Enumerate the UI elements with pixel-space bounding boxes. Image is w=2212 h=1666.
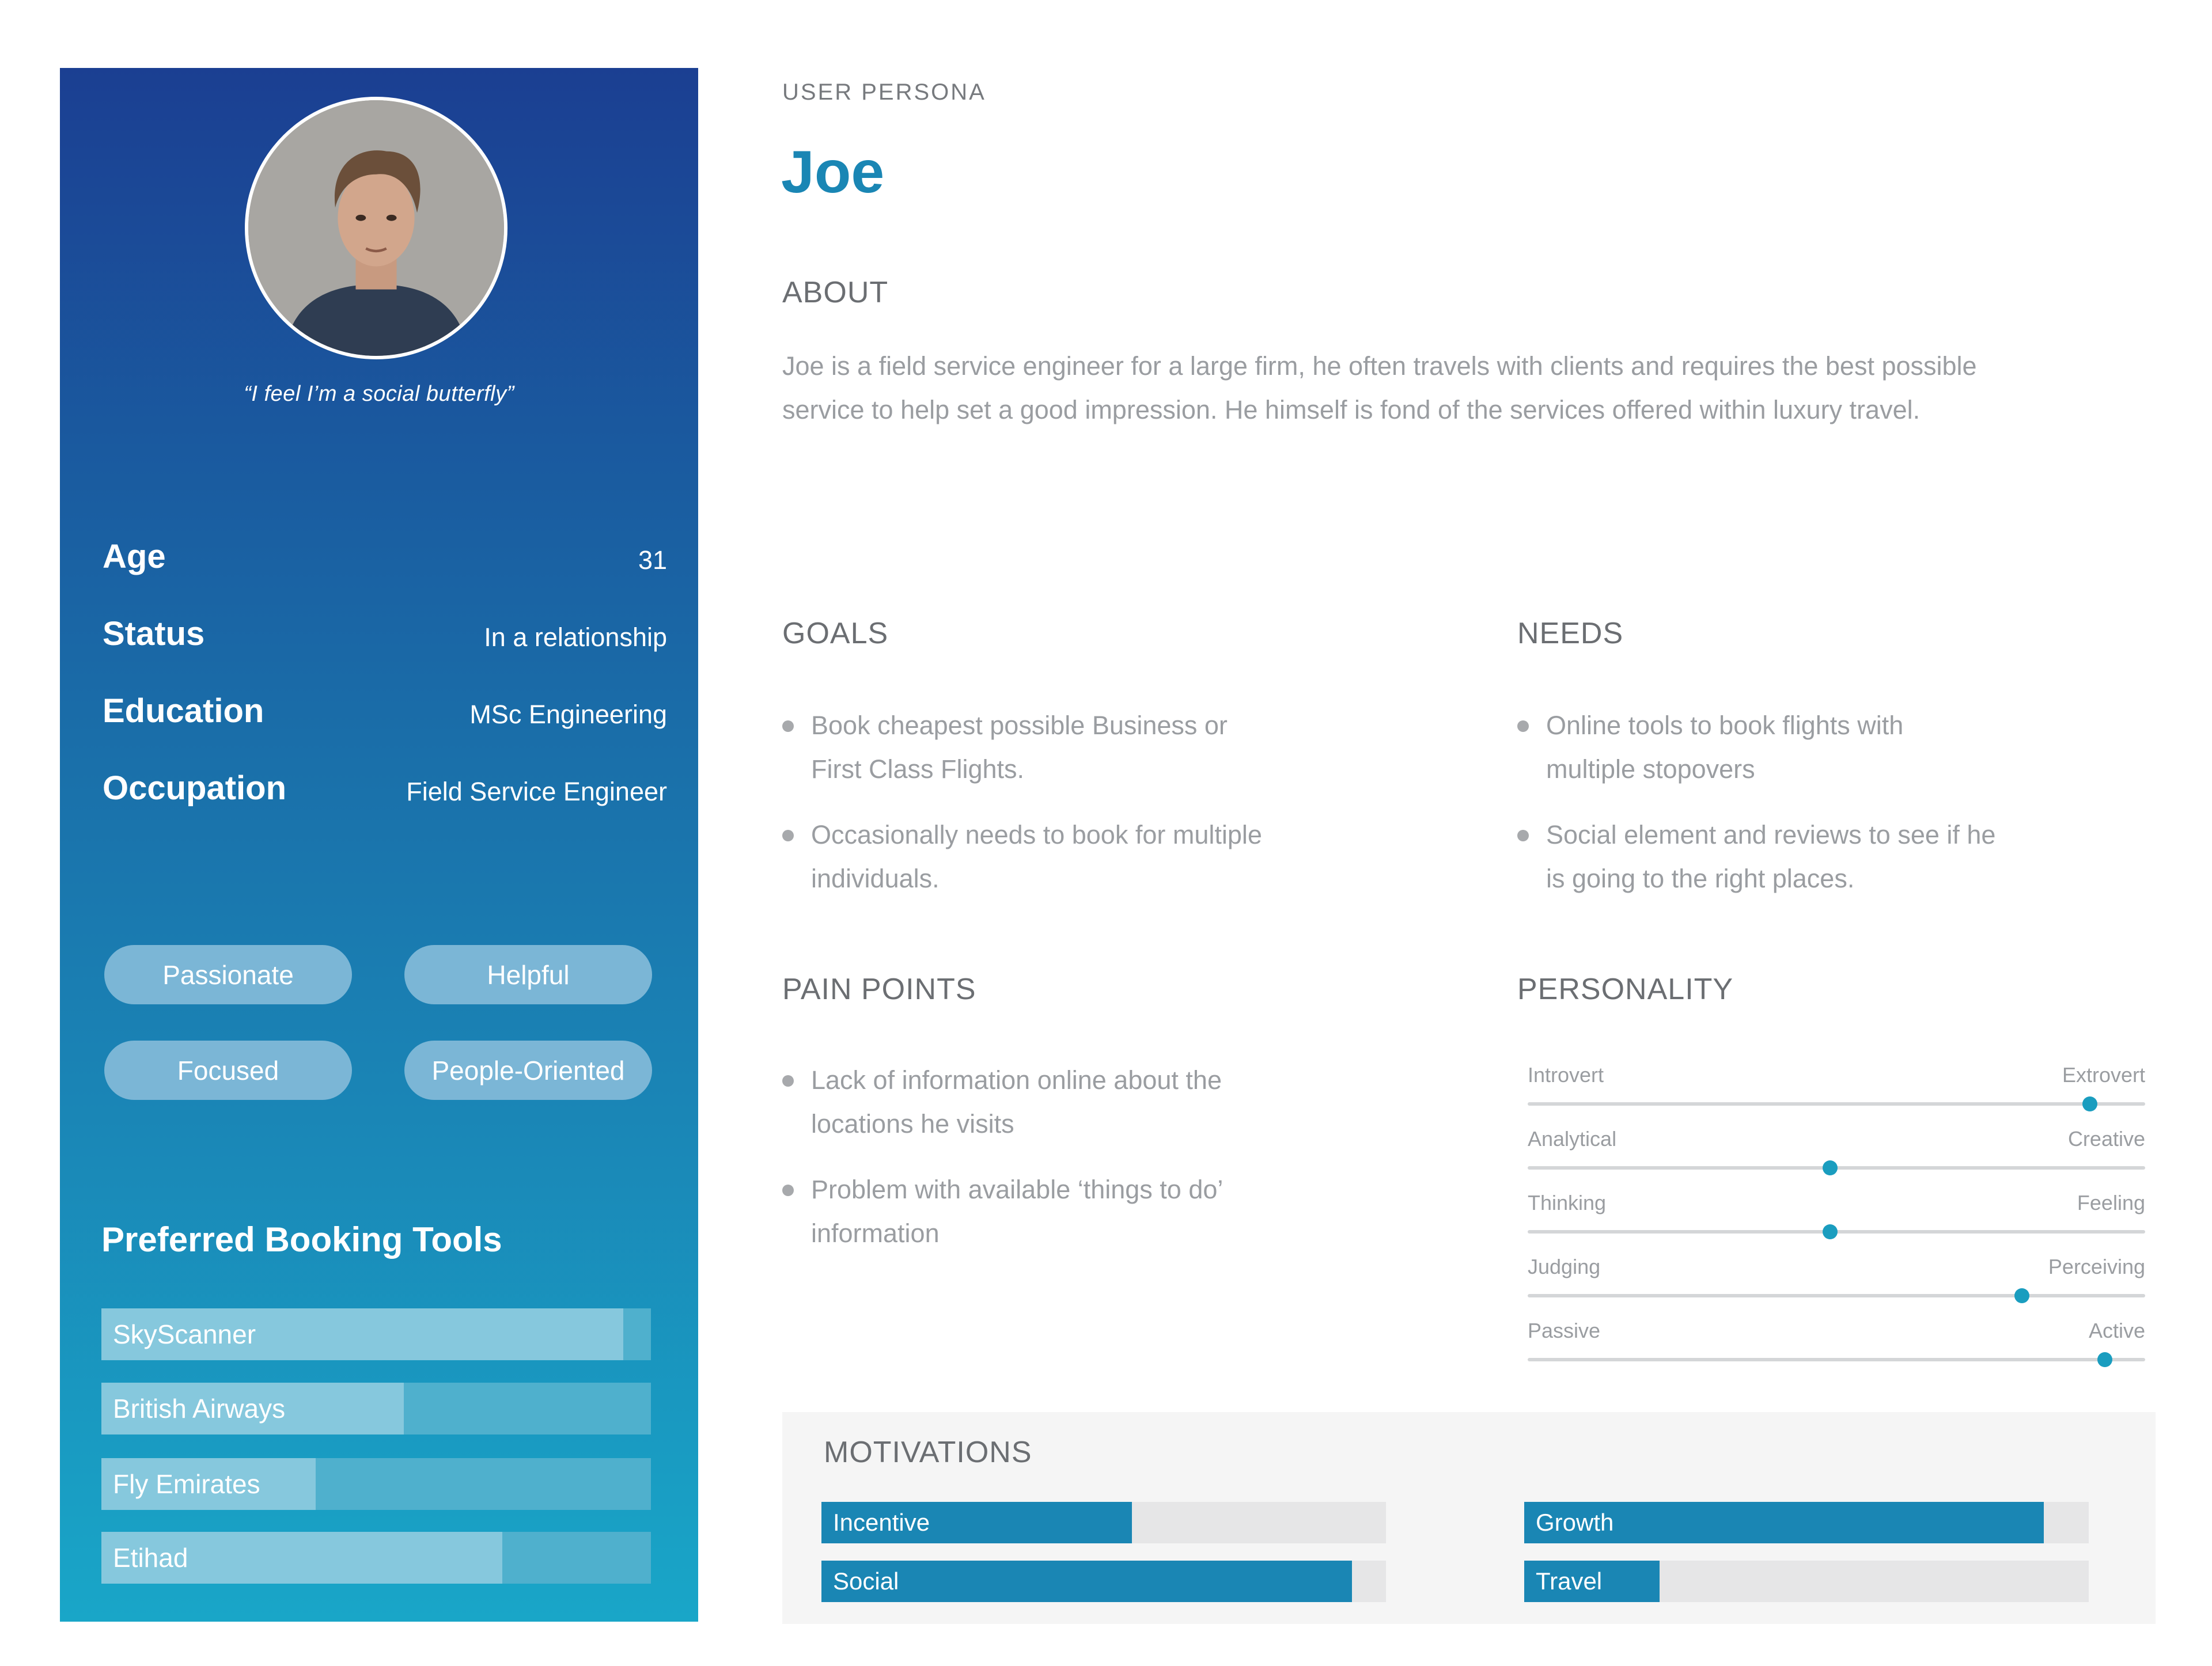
personality-scale	[1528, 1127, 2145, 1179]
about-title: ABOUT	[782, 276, 889, 309]
list-item-line: multiple stopovers	[1546, 754, 1755, 784]
list-item-line: Online tools to book flights with	[1546, 711, 1904, 740]
scale-right-label: Feeling	[2077, 1191, 2145, 1215]
bullet-icon	[1517, 720, 1529, 732]
page-eyebrow: USER PERSONA	[782, 79, 986, 105]
list-item	[782, 704, 1358, 791]
list-item-line: Lack of information online about the	[811, 1065, 1222, 1095]
scale-track	[1528, 1358, 2145, 1361]
bullet-icon	[1517, 830, 1529, 841]
bullet-icon	[782, 720, 794, 732]
list-item-line: locations he visits	[811, 1109, 1014, 1139]
bullet-icon	[782, 830, 794, 841]
info-value: MSc Engineering	[469, 700, 667, 729]
scale-right-label: Perceiving	[2048, 1255, 2145, 1278]
scale-knob	[2082, 1096, 2097, 1111]
goals-title: GOALS	[782, 617, 889, 650]
scale-knob	[2097, 1352, 2112, 1367]
scale-knob	[1823, 1160, 1838, 1175]
list-item-line: is going to the right places.	[1546, 864, 1855, 893]
list-item-line: individuals.	[811, 864, 940, 893]
info-row-age	[103, 537, 667, 583]
scale-right-label: Active	[2088, 1319, 2145, 1342]
personality-scale	[1528, 1063, 2145, 1115]
info-row-education	[103, 692, 667, 738]
about-line: service to help set a good impression. He himself is fond of the services offered within luxury travel.	[782, 395, 1921, 424]
motivation-fill	[821, 1561, 1352, 1602]
motivation-bar	[1524, 1561, 2089, 1602]
personality-scale	[1528, 1255, 2145, 1307]
booking-tool-label: British Airways	[113, 1394, 286, 1424]
scale-left-label: Judging	[1528, 1255, 1601, 1278]
motivation-bar	[821, 1502, 1386, 1543]
info-label: Status	[103, 615, 205, 652]
info-label: Occupation	[103, 769, 287, 807]
personality-scale	[1528, 1191, 2145, 1243]
list-item	[782, 1168, 1358, 1255]
about-text	[782, 344, 2107, 432]
avatar	[245, 97, 507, 359]
booking-tool-bar	[101, 1383, 651, 1434]
list-item-line: Problem with available ‘things to do’	[811, 1175, 1224, 1204]
about-line: Joe is a field service engineer for a large firm, he often travels with clients and requires the best possible	[782, 351, 1977, 381]
scale-left-label: Analytical	[1528, 1127, 1617, 1151]
info-row-status	[103, 614, 667, 661]
needs-title: NEEDS	[1517, 617, 1624, 650]
motivation-label: Travel	[1536, 1568, 1603, 1595]
booking-tool-bar	[101, 1308, 651, 1360]
motivation-label: Social	[833, 1568, 899, 1595]
booking-tool-bar	[101, 1532, 651, 1584]
info-row-occupation	[103, 769, 667, 815]
list-item	[1517, 704, 2122, 791]
info-label: Education	[103, 692, 264, 730]
motivation-bar	[1524, 1502, 2089, 1543]
personality-scale	[1528, 1319, 2145, 1371]
bullet-icon	[782, 1075, 794, 1087]
person-portrait-icon	[248, 100, 504, 356]
list-item-line: Occasionally needs to book for multiple	[811, 820, 1262, 849]
info-value: Field Service Engineer	[406, 777, 667, 806]
list-item	[1517, 813, 2122, 901]
list-item-line: Book cheapest possible Business or	[811, 711, 1228, 740]
motivations-panel	[782, 1412, 2156, 1624]
scale-knob	[2014, 1288, 2029, 1303]
pain-points-list	[782, 1058, 1358, 1277]
booking-tool-label: Etihad	[113, 1543, 188, 1573]
motivation-label: Growth	[1536, 1509, 1614, 1536]
scale-right-label: Extrovert	[2062, 1063, 2145, 1087]
profile-card	[60, 68, 698, 1622]
needs-list	[1517, 704, 2122, 923]
trait-tag-passionate: Passionate	[104, 945, 352, 1004]
goals-list	[782, 704, 1358, 923]
booking-tool-bar	[101, 1458, 651, 1510]
motivation-label: Incentive	[833, 1509, 930, 1536]
trait-tag-helpful: Helpful	[404, 945, 652, 1004]
info-value: In a relationship	[484, 623, 667, 652]
info-label: Age	[103, 538, 166, 575]
info-value: 31	[638, 545, 667, 575]
motivation-bar	[821, 1561, 1386, 1602]
trait-tag-people-oriented: People-Oriented	[404, 1041, 652, 1100]
pain-points-title: PAIN POINTS	[782, 973, 976, 1006]
persona-quote: “I feel I’m a social butterfly”	[244, 382, 514, 406]
scale-left-label: Introvert	[1528, 1063, 1604, 1087]
booking-tools-title: Preferred Booking Tools	[101, 1220, 502, 1259]
scale-track	[1528, 1294, 2145, 1297]
trait-tag-focused: Focused	[104, 1041, 352, 1100]
personality-title: PERSONALITY	[1517, 973, 1734, 1006]
scale-left-label: Passive	[1528, 1319, 1601, 1342]
motivations-title: MOTIVATIONS	[824, 1436, 1032, 1469]
persona-name: Joe	[781, 139, 885, 206]
bullet-icon	[782, 1185, 794, 1196]
list-item	[782, 1058, 1358, 1146]
list-item	[782, 813, 1358, 901]
scale-right-label: Creative	[2067, 1127, 2145, 1151]
scale-knob	[1823, 1224, 1838, 1239]
booking-tool-label: SkyScanner	[113, 1319, 256, 1349]
list-item-line: First Class Flights.	[811, 754, 1025, 784]
scale-left-label: Thinking	[1528, 1191, 1607, 1215]
list-item-line: Social element and reviews to see if he	[1546, 820, 1996, 849]
scale-track	[1528, 1102, 2145, 1106]
list-item-line: information	[811, 1219, 940, 1248]
booking-tool-label: Fly Emirates	[113, 1469, 260, 1499]
